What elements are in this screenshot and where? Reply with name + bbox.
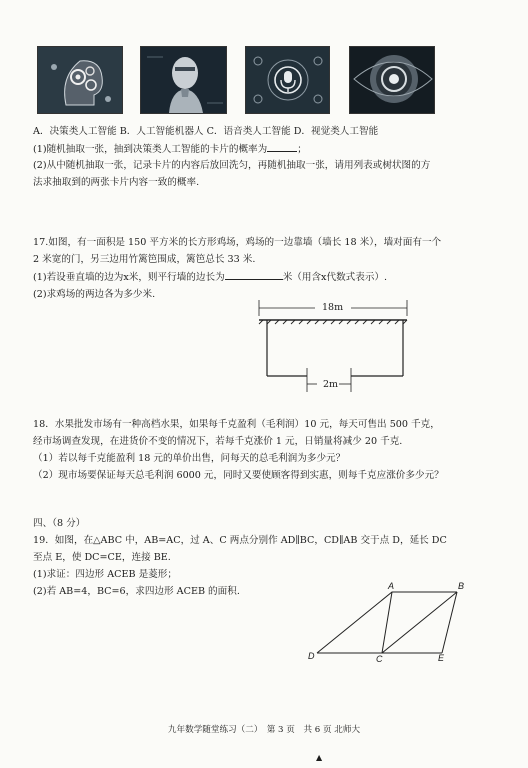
point-e-label: E	[438, 653, 445, 663]
q16-part2-line1: (2)从中随机抽取一张，记录卡片的内容后放回洗匀，再随机抽取一张，请用列表或树状图的方	[33, 160, 431, 171]
q18-part2: （2）现市场要保证每天总毛利润 6000 元，同时又要使顾客得到实惠，则每千克应涨价多少元？	[33, 470, 444, 481]
ai-image-vision	[349, 46, 435, 114]
ai-image-robot	[140, 46, 227, 114]
q17-line1: 17.如图，有一面积是 150 平方米的长方形鸡场，鸡场的一边靠墙（墙长 18 米），墙对面有一个	[33, 237, 442, 248]
q19-line2: 至点 E，使 DC=CE，连接 BE.	[33, 552, 171, 563]
q19-part2: (2)若 AB=4，BC=6，求四边形 ACEB 的面积.	[33, 586, 240, 597]
point-c-label: C	[376, 654, 383, 664]
rhombus-diagram	[300, 582, 470, 666]
answer-blank[interactable]	[267, 142, 297, 152]
section-heading: 四、（8 分）	[33, 518, 86, 529]
q18-line1: 18．水果批发市场有一种高档水果，如果每千克盈利（毛利润）10 元，每天可售出 500 千克，	[33, 419, 440, 430]
eye-icon	[350, 47, 434, 113]
robot-icon	[141, 47, 226, 113]
q18-part1: （1）若以每千克能盈利 18 元的单价出售，问每天的总毛利润为多少元？	[33, 453, 346, 464]
answer-blank[interactable]	[225, 270, 283, 280]
point-a-label: A	[388, 581, 395, 591]
q19-line1: 19．如图，在△ABC 中，AB=AC，过 A、C 两点分别作 AD∥BC，CD∥AB 交于点 D，延长 DC	[33, 535, 447, 546]
wall-length-label: 18m	[322, 302, 344, 313]
q17-part1: (1)若设垂直墙的边为x米，则平行墙的边长为 米（用含x代数式表示）.	[33, 272, 388, 283]
ai-image-voice	[245, 46, 330, 114]
page-footer: 九年数学随堂练习（二） 第 3 页 共 6 页 北师大	[167, 725, 361, 735]
q17-line2: 2 米宽的门，另三边用竹篱笆围成，篱笆总长 33 米.	[33, 254, 256, 265]
q19-part1: (1)求证：四边形 ACEB 是菱形；	[33, 569, 177, 580]
point-d-label: D	[308, 651, 315, 661]
page-marker-icon: ▲	[316, 753, 323, 762]
brain-gears-icon	[38, 47, 122, 113]
q18-line2: 经市场调查发现，在进货价不变的情况下，若每千克涨价 1 元，日销量将减少 20 千克.	[33, 436, 403, 447]
ai-image-decision	[37, 46, 123, 114]
q16-options: A．决策类人工智能 B．人工智能机器人 C．语音类人工智能 D．视觉类人工智能	[33, 126, 379, 137]
q16-part1: (1)随机抽取一张，抽到决策类人工智能的卡片的概率为 ；	[33, 144, 307, 155]
q16-part2-line2: 法求抽取到的两张卡片内容一致的概率.	[33, 177, 200, 188]
q17-part2: (2)求鸡场的两边各为多少米.	[33, 289, 156, 300]
door-width-label: 2m	[323, 379, 339, 390]
point-b-label: B	[458, 581, 465, 591]
microphone-icon	[246, 47, 329, 113]
